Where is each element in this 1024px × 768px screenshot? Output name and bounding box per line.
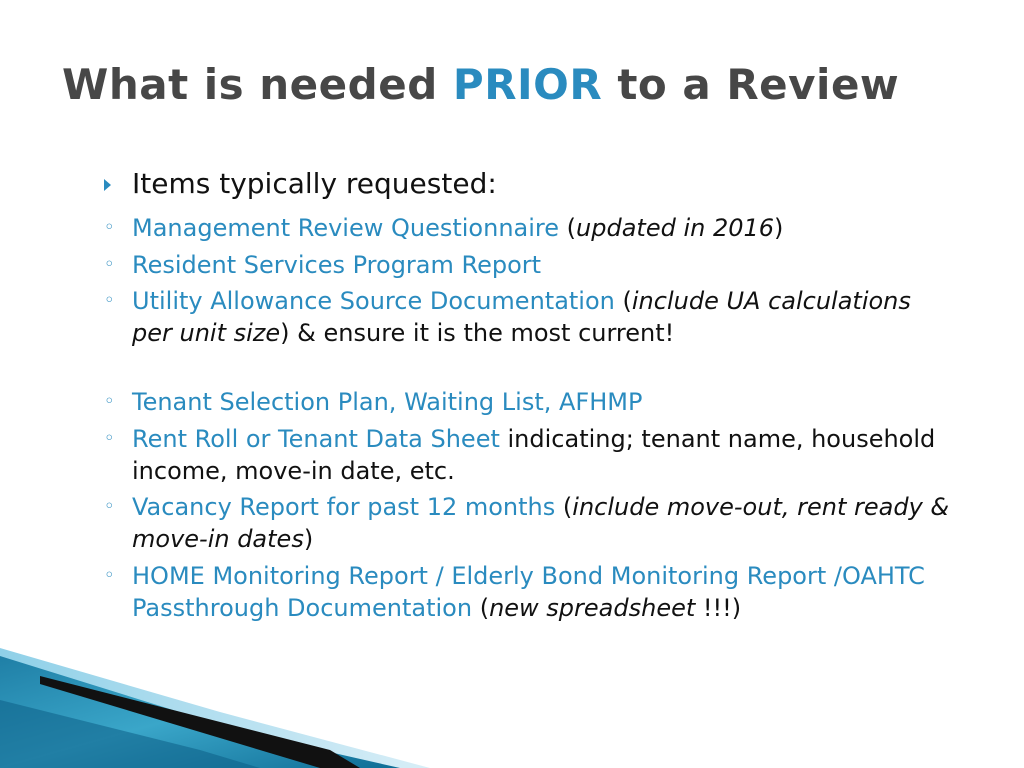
list-item-text bbox=[132, 423, 952, 487]
text-run: ) bbox=[774, 214, 784, 242]
text-run: indicating; tenant name, household income, move-in date, etc. bbox=[132, 425, 936, 485]
text-run: !!!) bbox=[695, 594, 742, 622]
circle-bullet-icon: ◦ bbox=[104, 254, 115, 275]
text-run: Utility Allowance Source Documentation bbox=[132, 287, 615, 315]
list-item-text bbox=[132, 560, 952, 624]
text-run: Management Review Questionnaire bbox=[132, 214, 560, 242]
text-run: ) & ensure it is the most current! bbox=[280, 319, 675, 347]
text-run: HOME Monitoring Report / Elderly Bond Monitoring Report /OAHTC Passthrough Documentation bbox=[132, 562, 925, 622]
text-run: Resident Services Program Report bbox=[132, 251, 542, 279]
corner-decoration bbox=[0, 640, 430, 768]
arrow-bullet-icon bbox=[104, 179, 111, 191]
slide-title bbox=[62, 60, 899, 109]
items-heading: Items typically requested: bbox=[132, 167, 497, 200]
text-run: ( bbox=[614, 287, 632, 315]
circle-bullet-icon: ◦ bbox=[104, 290, 115, 311]
text-run: new spreadsheet bbox=[489, 594, 696, 622]
title-part-1: What is needed bbox=[62, 60, 438, 109]
text-run: Tenant Selection Plan, Waiting List, AFHMP bbox=[132, 388, 643, 416]
title-part-3: to a Review bbox=[617, 60, 900, 109]
list-item-text bbox=[132, 285, 952, 349]
text-run: include move-out, rent ready & move-in dates bbox=[132, 493, 950, 553]
list-item-text bbox=[132, 212, 952, 244]
circle-bullet-icon: ◦ bbox=[104, 217, 115, 238]
circle-bullet-icon: ◦ bbox=[104, 565, 115, 586]
circle-bullet-icon: ◦ bbox=[104, 428, 115, 449]
title-emphasis: PRIOR bbox=[452, 60, 603, 109]
text-run: include UA calculations per unit size bbox=[132, 287, 911, 347]
text-run: updated in 2016 bbox=[576, 214, 775, 242]
text-run: ( bbox=[472, 594, 490, 622]
circle-bullet-icon: ◦ bbox=[104, 391, 115, 412]
text-run: ( bbox=[555, 493, 573, 521]
list-item-text bbox=[132, 249, 952, 281]
list-item-text bbox=[132, 386, 952, 418]
circle-bullet-icon: ◦ bbox=[104, 496, 115, 517]
text-run: ) bbox=[303, 525, 314, 553]
text-run: ( bbox=[559, 214, 577, 242]
list-item-text bbox=[132, 491, 952, 555]
text-run: Rent Roll or Tenant Data Sheet bbox=[132, 425, 500, 453]
text-run: Vacancy Report for past 12 months bbox=[132, 493, 556, 521]
